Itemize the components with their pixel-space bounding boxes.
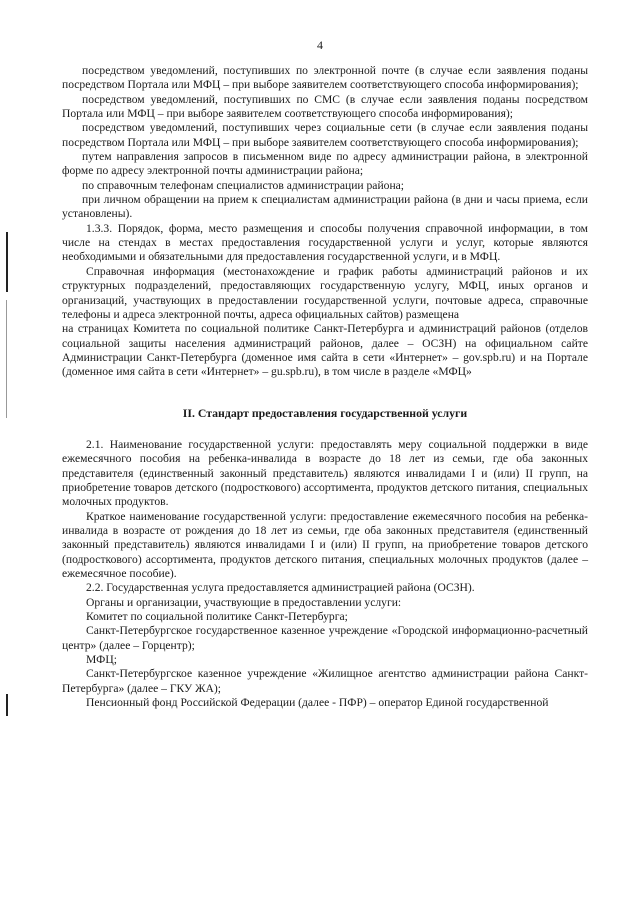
paragraph: на страницах Комитета по социальной политике Санкт-Петербурга и администраций районов (отделов социальной защиты населения администраций районов, далее – ОСЗН) на официальном сайте Администрации Санкт-Петербурга (доменное имя сайта в сети «Интернет» – gov.spb.ru) и на Портале (доменное имя сайта в сети «Интернет» – gu.spb.ru), в том числе в разделе «МФЦ» (62, 322, 588, 379)
paragraph: 2.2. Государственная услуга предоставляется администрацией района (ОСЗН). (86, 581, 475, 595)
page-number: 4 (317, 38, 323, 52)
paragraph: 1.3.3. Порядок, форма, место размещения и способы получения справочной информации, в том числе на стендах в местах предоставления государственной услуги и услуг, которые являются необходимыми и обязательными для предоставления государственной услуги, и в МФЦ. (62, 221, 588, 264)
paragraph: Пенсионный фонд Российской Федерации (далее - ПФР) – оператор Единой государственной (86, 696, 549, 710)
paragraph: Санкт-Петербургское государственное казенное учреждение «Городской информационно-расчетный центр» (далее – Горцентр); (62, 624, 588, 652)
section-heading: II. Стандарт предоставления государственной услуги (182, 405, 468, 420)
paragraph: Комитет по социальной политике Санкт-Петербурга; (86, 610, 348, 624)
paragraph: 2.1. Наименование государственной услуги: предоставлять меру социальной поддержки в виде ежемесячного пособия на ребенка-инвалида в возрасте до 18 лет из семьи, где оба законных представителя (единственный законный представитель) являются инвалидами I и (или) II групп, на приобретение товаров детского (подросткового) ассортимента, продуктов детского питания, специальных молочных продуктов. (62, 437, 588, 509)
scan-margin-mark (6, 694, 8, 716)
paragraph: посредством уведомлений, поступивших по СМС (в случае если заявления поданы посредством Портала или МФЦ – при выборе заявителем соответствующего способа информирования); (62, 92, 588, 121)
paragraph: Справочная информация (местонахождение и график работы администраций районов и их структурных подразделений, предоставляющих государственную услугу, МФЦ, иных органов и организаций, участвующих в предоставлении государственной услуги, почтовые адреса, справочные телефоны и адреса электронной почты, адреса официальных сайтов) размещена (62, 264, 588, 321)
paragraph: МФЦ; (86, 653, 117, 667)
scan-margin-mark (6, 232, 8, 292)
paragraph: по справочным телефонам специалистов администрации района; (82, 178, 405, 192)
paragraph: посредством уведомлений, поступивших через социальные сети (в случае если заявления поданы посредством Портала или МФЦ – при выборе заявителем соответствующего способа информирования); (62, 121, 588, 149)
scan-margin-mark (6, 300, 7, 418)
paragraph: Краткое наименование государственной услуги: предоставление ежемесячного пособия на ребенка-инвалида в возрасте от рождения до 18 лет из семьи, где оба законных представителя (единственный законный представитель) являются инвалидами I и (или) II групп, на приобретение товаров детского (подросткового) ассортимента, продуктов детского питания, специальных молочных продуктов (далее – ежемесячное пособие). (62, 509, 588, 580)
paragraph: путем направления запросов в письменном виде по адресу администрации района, в электронной форме по адресу электронной почты администрации района; (62, 150, 588, 178)
page-body (62, 64, 588, 710)
paragraph: Органы и организации, участвующие в предоставлении услуги: (86, 595, 402, 609)
paragraph: при личном обращении на прием к специалистам администрации района (в дни и часы приема, если установлены). (62, 193, 588, 221)
paragraph: посредством уведомлений, поступивших по электронной почте (в случае если заявления поданы посредством Портала или МФЦ – при выборе заявителем соответствующего способа информирования); (62, 64, 588, 92)
paragraph: Санкт-Петербургское казенное учреждение «Жилищное агентство администрации района Санкт-Петербурга» (далее – ГКУ ЖА); (62, 667, 588, 695)
